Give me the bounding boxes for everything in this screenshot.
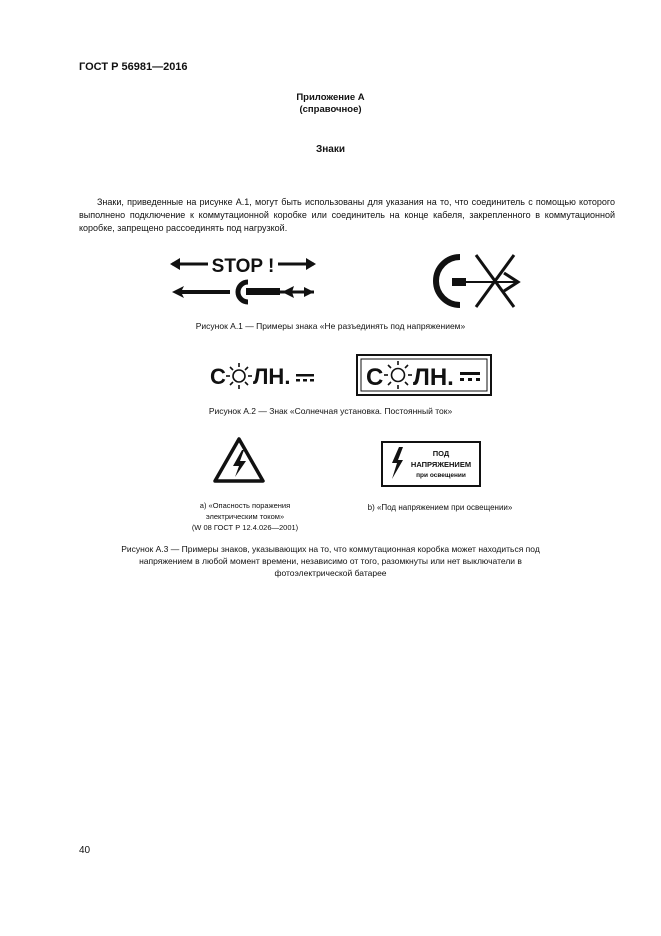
dc-symbol-icon: [296, 374, 314, 382]
sign-a-caption-line2: электрическим током»: [205, 512, 285, 521]
dc-symbol-icon: [460, 372, 480, 381]
solar-sign-framed-c: С: [366, 364, 384, 391]
solar-sign-c: С: [210, 364, 226, 389]
stop-label: STOP !: [211, 256, 275, 277]
sign-b-line2: НАПРЯЖЕНИЕМ: [410, 460, 472, 469]
sun-icon: [226, 363, 252, 389]
electric-shock-warning-icon: [213, 436, 265, 484]
stop-connector-sign: [168, 250, 318, 306]
section-title: Знаки: [315, 144, 346, 155]
figure-a3-caption: Рисунок А.3 — Примеры знаков, указывающих на то, что коммутационная коробка может находиться под напряжением в любой момент времени, независимо от того, разомкнуты или нет выключатели в фотоэлектрической батарее: [121, 544, 540, 578]
lightning-bolt-icon: [392, 447, 403, 479]
live-when-illuminated-sign: [381, 441, 481, 487]
connector-icon: [172, 282, 314, 302]
solar-dc-sign-framed: [356, 354, 492, 396]
figure-a2-caption: Рисунок А.2 — Знак «Солнечная установка. Постоянный ток»: [208, 406, 453, 416]
solar-sign-framed-rest: ЛН.: [413, 364, 454, 391]
sign-a-caption-line1: а) «Опасность поражения: [199, 501, 291, 510]
sun-icon: [384, 361, 412, 389]
figure-a1-caption: Рисунок А.1 — Примеры знака «Не разъединять под напряжением»: [195, 321, 466, 331]
appendix-heading: [0, 92, 661, 116]
appendix-title: Приложение А: [296, 92, 365, 103]
solar-dc-sign: [208, 356, 318, 394]
sign-a-caption-line3: (W 08 ГОСТ Р 12.4.026—2001): [191, 523, 299, 532]
document-code: ГОСТ Р 56981—2016: [79, 61, 188, 73]
page-number: 40: [79, 845, 91, 856]
sign-b-caption: b) «Под напряжением при освещении»: [367, 503, 513, 512]
appendix-subtitle: (справочное): [299, 104, 362, 115]
crossed-connector-sign: [430, 249, 526, 313]
solar-sign-rest: ЛН.: [253, 364, 291, 389]
intro-paragraph: Знаки, приведенные на рисунке А.1, могут быть использованы для указания на то, что соединитель с помощью которого выполнено подключение к коммутационной коробке или соединитель на конце кабеля, закрепленного в коммутационной коробке, запрещено рассоединять под нагрузкой.: [79, 197, 615, 233]
sign-b-line1: ПОД: [432, 449, 450, 458]
sign-b-line3: при освещении: [416, 472, 466, 479]
sign-a-caption: [170, 500, 320, 533]
